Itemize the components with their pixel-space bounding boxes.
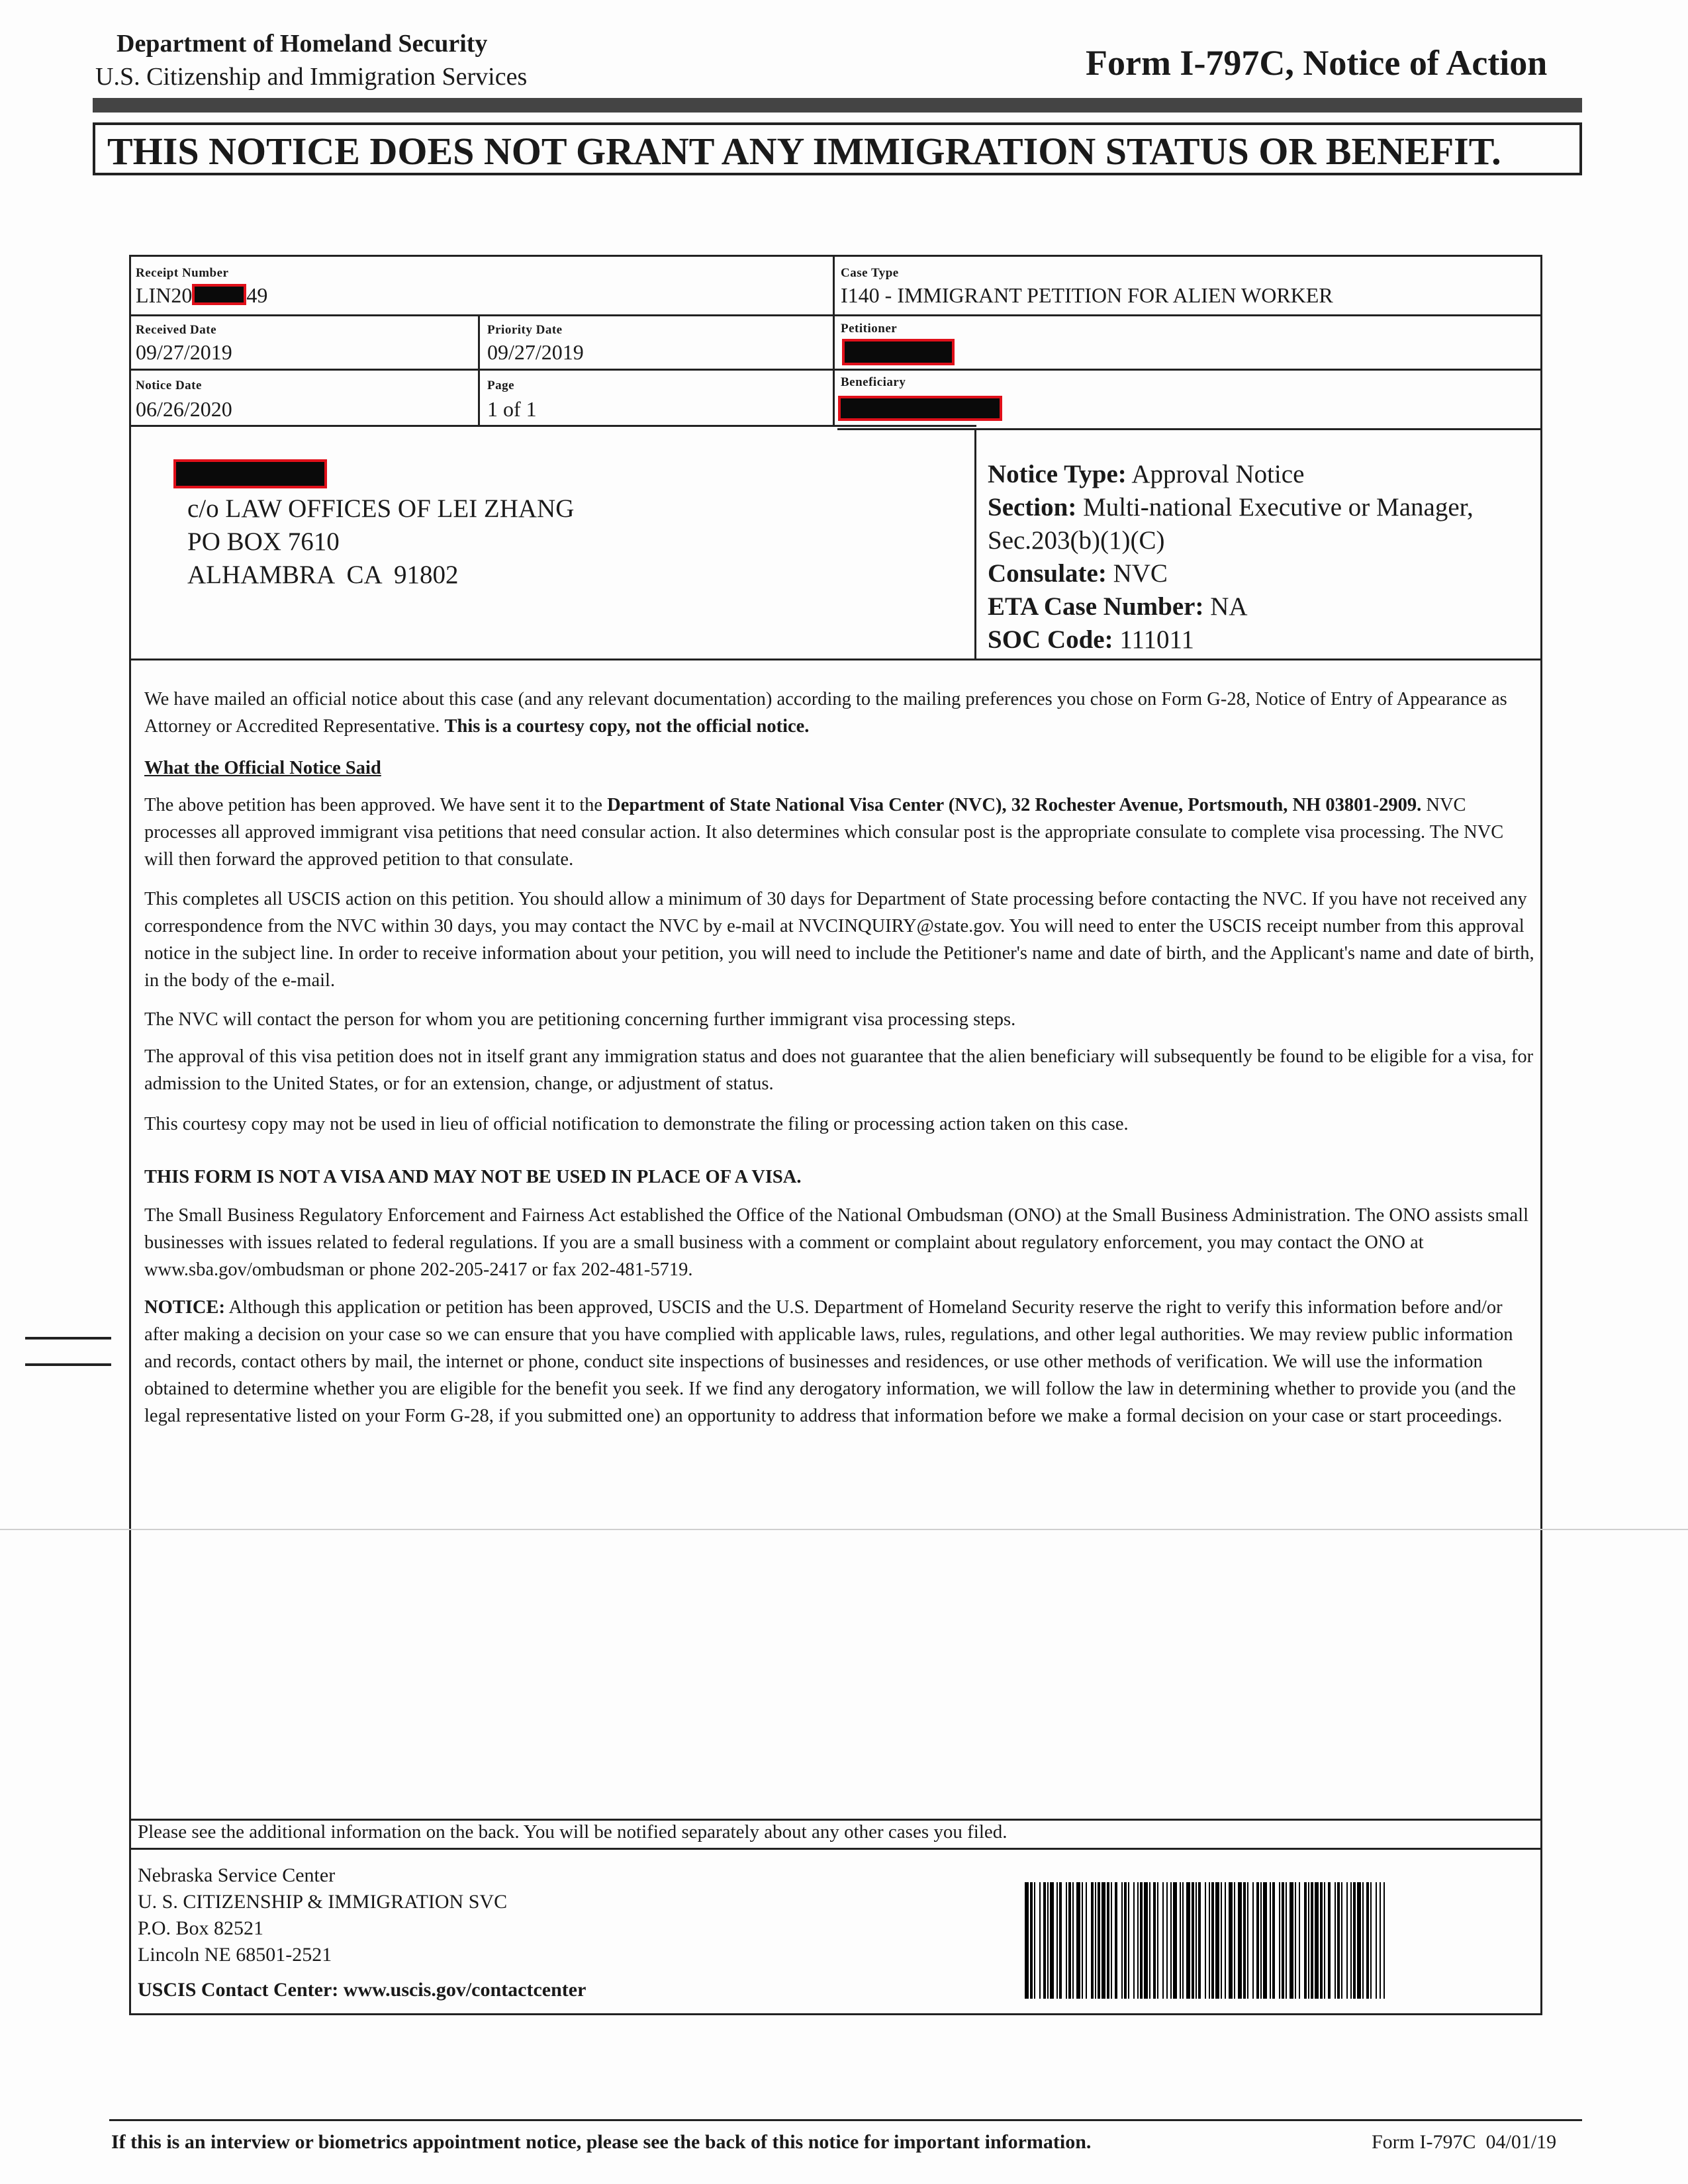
- center-line-1: Nebraska Service Center: [138, 1864, 336, 1886]
- footer-rule: [129, 1848, 1542, 1850]
- barcode: [1025, 1882, 1385, 1999]
- case-type-label: Case Type: [841, 266, 899, 280]
- notice-section: Section: Multi-national Executive or Manager,: [988, 493, 1474, 522]
- service-name: U.S. Citizenship and Immigration Services: [95, 63, 528, 91]
- receipt-number: [136, 283, 267, 308]
- grid-line: [837, 428, 1542, 430]
- fold-line: [0, 1529, 1688, 1530]
- margin-mark: [25, 1363, 111, 1366]
- beneficiary-label: Beneficiary: [841, 375, 906, 389]
- grid-line: [129, 314, 1542, 316]
- nvc-steps-paragraph: The NVC will contact the person for whom you are petitioning concerning further immigrant visa processing steps.: [144, 1009, 1016, 1030]
- center-line-4: Lincoln NE 68501-2521: [138, 1944, 332, 1966]
- center-line-2: U. S. CITIZENSHIP & IMMIGRATION SVC: [138, 1891, 508, 1913]
- bottom-notice: If this is an interview or biometrics appointment notice, please see the back of this notice for important information.: [111, 2131, 1092, 2153]
- notice-section-code: Sec.203(b)(1)(C): [988, 526, 1165, 555]
- header-rule: [93, 98, 1582, 113]
- section-heading: What the Official Notice Said: [144, 758, 381, 778]
- received-date-label: Received Date: [136, 323, 217, 337]
- not-a-visa-notice: THIS FORM IS NOT A VISA AND MAY NOT BE USED IN PLACE OF A VISA.: [144, 1167, 802, 1187]
- received-date: 09/27/2019: [136, 340, 232, 364]
- notice-date-label: Notice Date: [136, 379, 202, 392]
- grid-line: [129, 369, 1542, 371]
- petitioner-redaction: [842, 339, 955, 365]
- page-number: 1 of 1: [487, 397, 537, 421]
- bottom-rule: [109, 2119, 1582, 2121]
- footer-rule: [129, 1819, 1542, 1821]
- barcode-bar: [1385, 1882, 1386, 1999]
- grid-line: [129, 425, 976, 427]
- notice-type: Notice Type: Approval Notice: [988, 460, 1305, 488]
- center-line-3: P.O. Box 82521: [138, 1917, 264, 1939]
- priority-date: 09/27/2019: [487, 340, 584, 364]
- margin-mark: [25, 1337, 111, 1340]
- notice-info: [988, 458, 1474, 657]
- status-banner: [93, 122, 1582, 175]
- address-block: [187, 492, 574, 592]
- service-center-address: [138, 1862, 507, 1968]
- grid-line: [129, 659, 1542, 660]
- approval-limits-paragraph: The approval of this visa petition does not in itself grant any immigration status and does not guarantee that the alien beneficiary will subsequently be found to be eligible for a visa, for admission to the United States, or for an extension, change, or adjustment of status.: [144, 1046, 1534, 1094]
- notice-eta: ETA Case Number: NA: [988, 592, 1248, 621]
- notice-consulate: Consulate: NVC: [988, 559, 1168, 588]
- receipt-prefix: LIN20: [136, 283, 193, 307]
- address-line-2: PO BOX 7610: [187, 527, 340, 556]
- approval-paragraph: The above petition has been approved. We have sent it to the Department of State National Visa Center (NVC), 32 Rochester Avenue, Portsmouth, NH 03801-2909. NVC processes all approved immigrant visa petitions that need consular action. It also determines which consular post is the appropriate consulate to complete visa processing. The NVC will then forward the approved petition to that consulate.: [144, 795, 1504, 870]
- grid-line: [974, 429, 976, 660]
- grid-line: [478, 314, 480, 427]
- address-line-3: ALHAMBRA CA 91802: [187, 561, 459, 589]
- grid-line: [833, 255, 835, 427]
- agency-name: Department of Homeland Security: [117, 30, 488, 58]
- receipt-suffix: 49: [246, 283, 268, 307]
- form-title: Form I-797C, Notice of Action: [1086, 43, 1548, 83]
- additional-info: Please see the additional information on the back. You will be notified separately about any other cases you filed.: [138, 1821, 1008, 1843]
- page-label: Page: [487, 379, 515, 392]
- notice-soc: SOC Code: 111011: [988, 625, 1195, 654]
- form-version: Form I-797C 04/01/19: [1372, 2131, 1557, 2153]
- nvc-contact-paragraph: This completes all USCIS action on this petition. You should allow a minimum of 30 days for Department of State processing before contacting the NVC. If you have not received any correspondence from the NVC within 30 days, you may contact the NVC by e-mail at NVCINQUIRY@state.gov. You will need to enter the USCIS receipt number from this approval notice in the subject line. In order to receive information about your petition, you will need to include the Petitioner's name and date of birth, and the Applicant's name and date of birth, in the body of the e-mail.: [144, 889, 1534, 991]
- petitioner-label: Petitioner: [841, 322, 898, 336]
- verification-notice: NOTICE: Although this application or petition has been approved, USCIS and the U.S. Department of Homeland Security reserve the right to verify this information before and/or after making a decision on your case so we can ensure that you have complied with applicable laws, rules, regulations, and other legal authorities. We may review public information and records, contact others by mail, the internet or phone, conduct site inspections of businesses and residences, or use other methods of verification. We will use the information obtained to determine whether you are eligible for the benefit you seek. If we find any derogatory information, we will follow the law in determining whether to provide you (and the legal representative listed on your Form G-28, if you submitted one) an opportunity to address that information before we make a formal decision on your case or start proceedings.: [144, 1297, 1516, 1426]
- beneficiary-redaction: [838, 396, 1002, 421]
- notice-date: 06/26/2020: [136, 397, 232, 421]
- case-type: I140 - IMMIGRANT PETITION FOR ALIEN WORKER: [841, 283, 1333, 307]
- banner-text: THIS NOTICE DOES NOT GRANT ANY IMMIGRATION STATUS OR BENEFIT.: [107, 130, 1501, 173]
- addressee-redaction: [173, 459, 327, 488]
- receipt-number-label: Receipt Number: [136, 266, 229, 280]
- receipt-redaction: [192, 284, 246, 305]
- courtesy-paragraph: We have mailed an official notice about this case (and any relevant documentation) according to the mailing preferences you chose on Form G-28, Notice of Entry of Appearance as Attorney or Accredited Representative. This is a courtesy copy, not the official notice.: [144, 689, 1507, 737]
- contact-center: USCIS Contact Center: www.uscis.gov/contactcenter: [138, 1979, 586, 2001]
- priority-date-label: Priority Date: [487, 323, 563, 337]
- ombudsman-paragraph: The Small Business Regulatory Enforcement and Fairness Act established the Office of the National Ombudsman (ONO) at the Small Business Administration. The ONO assists small businesses with issues related to federal regulations. If you are a small business with a comment or complaint about regulatory enforcement, you may contact the ONO at www.sba.gov/ombudsman or phone 202-205-2417 or fax 202-481-5719.: [144, 1205, 1528, 1280]
- courtesy-limits-paragraph: This courtesy copy may not be used in lieu of official notification to demonstrate the filing or processing action taken on this case.: [144, 1114, 1129, 1134]
- address-line-1: c/o LAW OFFICES OF LEI ZHANG: [187, 494, 575, 523]
